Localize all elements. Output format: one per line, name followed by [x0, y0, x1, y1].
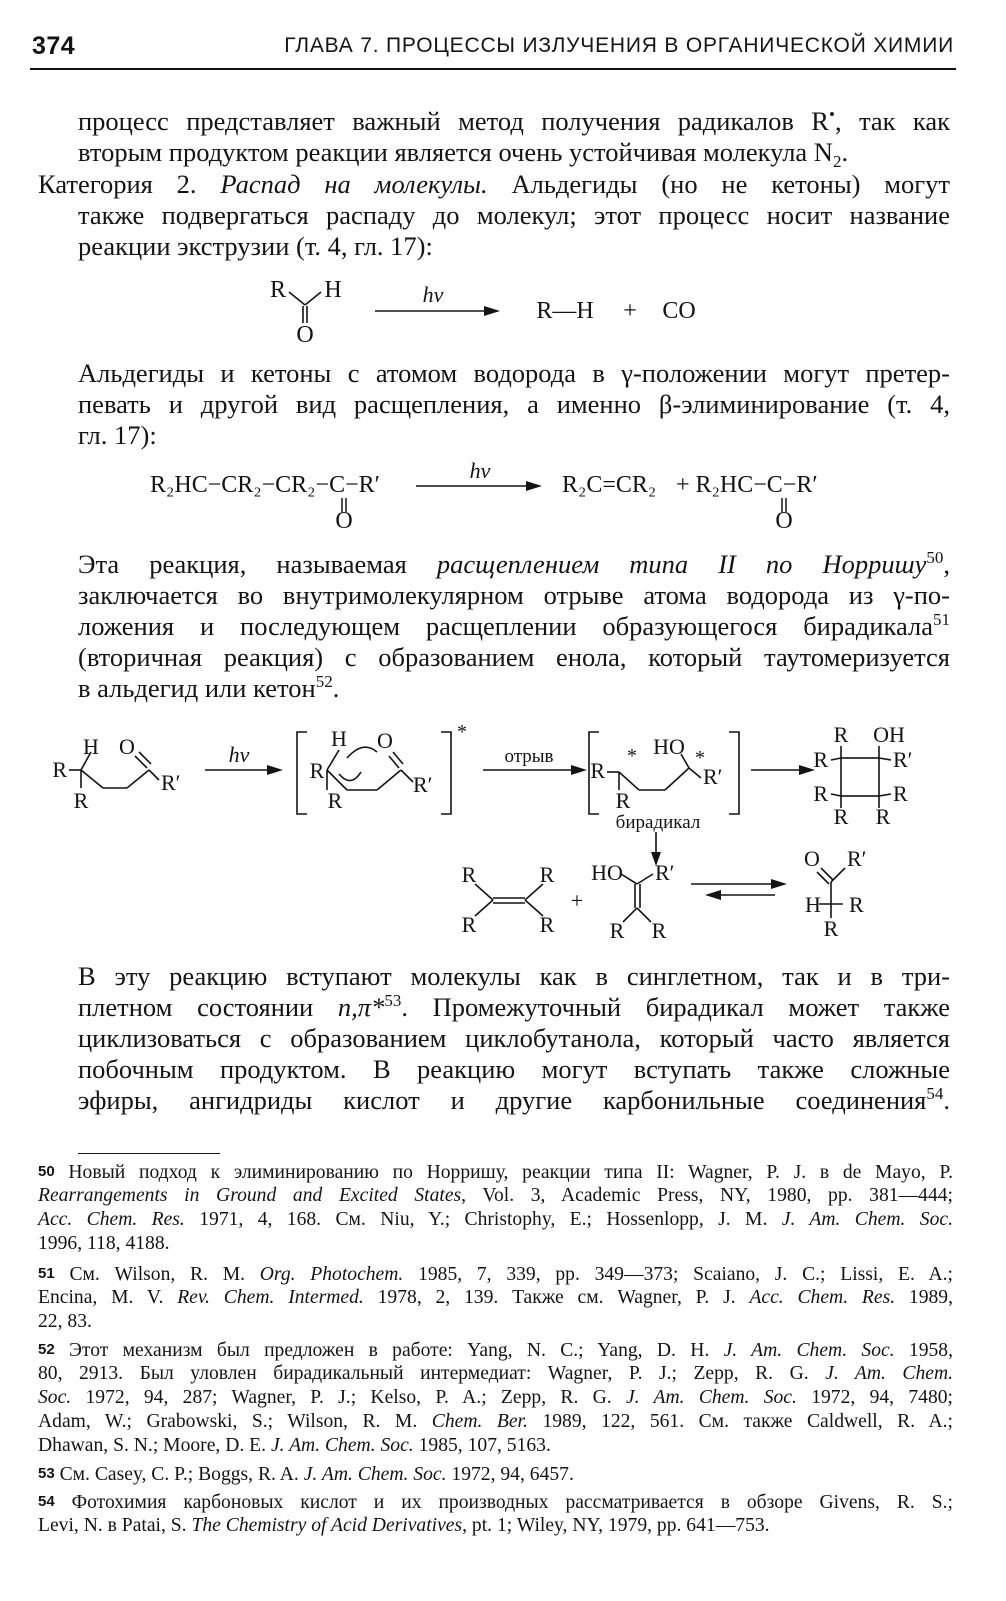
s3-rp-5: R′ [655, 860, 675, 885]
s3-r-7: R [833, 722, 849, 747]
s3-o-1: O [119, 734, 135, 759]
category-label: Категория 2. [38, 169, 197, 199]
s3-r-10: R [893, 781, 908, 806]
para3-line-1: Эта реакция, называемая расщеплением типа II по Норришу$^{50}$, [78, 548, 950, 579]
s3-r-3: R [309, 758, 325, 783]
intro-line-1: процесс представляет важный метод получения радикалов R•, так как [78, 105, 950, 136]
s3-plus: + [570, 888, 584, 913]
category2-line-3: реакции экструзии (т. 4, гл. 17): [78, 231, 433, 261]
para4-line-1: В эту реакцию вступают молекулы как в синглетном, так и в три- [78, 961, 950, 991]
footnote-52-line-1: 52 Этот механизм был предложен в работе: Yang, N. C.; Yang, D. H. J. Am. Chem. Soc. 1958, [38, 1340, 953, 1361]
para2-line-2: певать и другой вид расщепления, а именно β-элиминирование (т. 4, [78, 389, 950, 419]
s3-rp-3: R′ [703, 764, 723, 789]
scheme1-plus: + [623, 298, 637, 324]
s3-h-1: H [83, 734, 99, 759]
s3-r-20: R [823, 916, 839, 941]
s3-r-11: R [833, 804, 849, 829]
s3-r-5: R [590, 758, 605, 783]
scheme-aldehyde-extrusion [260, 272, 720, 354]
s3-h-2: H [331, 726, 347, 751]
footnote-51-line-2: Encina, M. V. Rev. Chem. Intermed. 1978, 2, 139. Также см. Wagner, P. J. Acc. Chem. Res. 1989, [38, 1287, 953, 1308]
s3-r-1: R [52, 757, 67, 782]
chapter-title: ГЛАВА 7. ПРОЦЕССЫ ИЗЛУЧЕНИЯ В ОРГАНИЧЕСКОЙ ХИМИИ [284, 34, 954, 57]
s3-r-12: R [875, 804, 891, 829]
footnote-52-line-2: 80, 2913. Был уловлен бирадикальный интермедиат: Wagner, P. J.; Zepp, R. G. J. Am. Chem. [38, 1363, 953, 1384]
scheme2-product1: R₂C=CR₂ [562, 472, 657, 498]
s3-r-6: R [615, 788, 631, 813]
scheme2-o1: O [335, 508, 353, 534]
scheme1-o: O [296, 322, 314, 348]
para3-line-2: заключается во внутримолекулярном отрыве атома водорода из γ-по- [78, 580, 950, 610]
s3-o-3: O [804, 846, 820, 871]
para4-line-4: побочным продуктом. В реакцию могут вступать также сложные [78, 1054, 950, 1084]
footnote-50-line-3: Acc. Chem. Res. 1971, 4, 168. См. Niu, Y.; Christophy, E.; Hossenlopp, J. M. J. Am. Chem. Soc. [38, 1209, 953, 1230]
s3-r-16: R [539, 912, 555, 937]
s3-o-2: O [377, 728, 393, 753]
scheme2-o2: O [775, 508, 793, 534]
para3-line-4: (вторичная реакция) с образованием енола, который таутомеризуется [78, 642, 950, 672]
para2-line-1: Альдегиды и кетоны с атомом водорода в γ-положении могут претер- [78, 358, 950, 388]
category-title: Распад на молекулы. [220, 169, 488, 199]
s3-h-3: H [805, 892, 821, 917]
s3-rp-4: R′ [893, 747, 913, 772]
footnote-52-line-3: Soc. 1972, 94, 287; Wagner, P. J.; Kelso, P. A.; Zepp, R. G. J. Am. Chem. Soc. 1972, 94, 7480; [38, 1387, 953, 1408]
s3-rp-6: R′ [847, 846, 867, 871]
footnote-50-line-2: Rearrangements in Ground and Excited States, Vol. 3, Academic Press, NY, 1980, pp. 381—444; [38, 1185, 953, 1206]
scheme1-product-co: CO [662, 298, 696, 324]
s3-star-3: * [695, 747, 705, 769]
s3-oh: OH [873, 722, 905, 747]
scheme2-reactant: R₂HC−CR₂−CR₂−C−R′ [150, 472, 380, 498]
s3-r-15: R [461, 912, 477, 937]
s3-biradical: бирадикал [615, 812, 701, 833]
s3-star-2: * [627, 745, 637, 767]
scheme2-product2: + R₂HC−C−R′ [676, 472, 818, 498]
footnote-50-line-4: 1996, 118, 4188. [38, 1233, 170, 1254]
running-header [30, 28, 956, 70]
para4-line-3: циклизоваться с образованием циклобутанола, который часто является [78, 1023, 950, 1053]
scheme1-product-rh: R—H [536, 298, 594, 324]
scheme-norrish-type-ii [52, 718, 955, 948]
s3-r-9: R [813, 781, 828, 806]
footnote-52-line-4: Adam, W.; Grabowski, S.; Wilson, R. M. Chem. Ber. 1989, 122, 561. См. также Caldwell, R. A.; [38, 1411, 954, 1432]
footnote-54-line-1: 54 Фотохимия карбоновых кислот и их производных рассматривается в обзоре Givens, R. S.; [38, 1492, 953, 1513]
scheme1-r: R [269, 277, 287, 303]
s3-r-8: R [813, 747, 828, 772]
para4-line-5: эфиры, ангидриды кислот и другие карбонильные соединения$^{54}$. [78, 1084, 950, 1115]
footnote-51-line-1: 51 См. Wilson, R. M. Org. Photochem. 1985, 7, 339, pp. 349—373; Scaiano, J. C.; Lissi, E. A.; [38, 1264, 953, 1285]
footnote-50-line-1: 50 Новый подход к элиминированию по Норришу, реакции типа II: Wagner, P. J. в de Mayo, P. [38, 1162, 953, 1183]
s3-ho-2: HO [591, 860, 623, 885]
s3-r-2: R [73, 788, 89, 813]
s3-r-17: R [609, 918, 625, 943]
scheme2-hv: hν [469, 458, 491, 483]
intro-line-2: вторым продуктом реакции является очень устойчивая молекула $N_2$. [78, 137, 849, 171]
para2-line-3: гл. 17): [78, 420, 157, 450]
s3-ho-1: HO [653, 734, 685, 759]
s3-r-18: R [651, 918, 667, 943]
category2-line-2: также подвергаться распаду до молекул; этот процесс носит название [78, 200, 950, 230]
s3-hv: hν [228, 742, 250, 767]
scheme1-h: H [324, 277, 342, 303]
footnote-53: 53 См. Casey, C. P.; Boggs, R. A. J. Am. Chem. Soc. 1972, 94, 6457. [38, 1464, 574, 1485]
category2-line-1: Категория 2. Распад на молекулы. Альдегиды (но не кетоны) могут [38, 169, 951, 199]
s3-rp-2: R′ [413, 772, 433, 797]
para3-line-5: в альдегид или кетон$^{52}$. [78, 672, 340, 703]
s3-r-14: R [539, 862, 555, 887]
para4-line-2: плетном состоянии n,π*$^{53}$. Промежуточный бирадикал может также [78, 991, 951, 1022]
footnote-rule [78, 1153, 220, 1154]
scheme1-hv: hν [422, 282, 444, 307]
s3-r-19: R [849, 892, 864, 917]
s3-otryv: отрыв [504, 746, 554, 767]
para3-line-3: ложения и последующем расщеплении образующегося бирадикала$^{51}$ [78, 610, 950, 641]
scheme-beta-elimination [140, 458, 860, 534]
s3-r-4: R [327, 788, 343, 813]
page-number: 374 [32, 32, 76, 60]
s3-star-1: * [457, 721, 467, 743]
footnote-54-line-2: Levi, N. в Patai, S. The Chemistry of Acid Derivatives, pt. 1; Wiley, NY, 1979, pp. 641—753. [38, 1515, 770, 1536]
s3-r-13: R [461, 862, 477, 887]
footnote-51-line-3: 22, 83. [38, 1311, 92, 1332]
footnote-52-line-5: Dhawan, S. N.; Moore, D. E. J. Am. Chem. Soc. 1985, 107, 5163. [38, 1435, 551, 1456]
s3-rp-1: R′ [161, 770, 181, 795]
